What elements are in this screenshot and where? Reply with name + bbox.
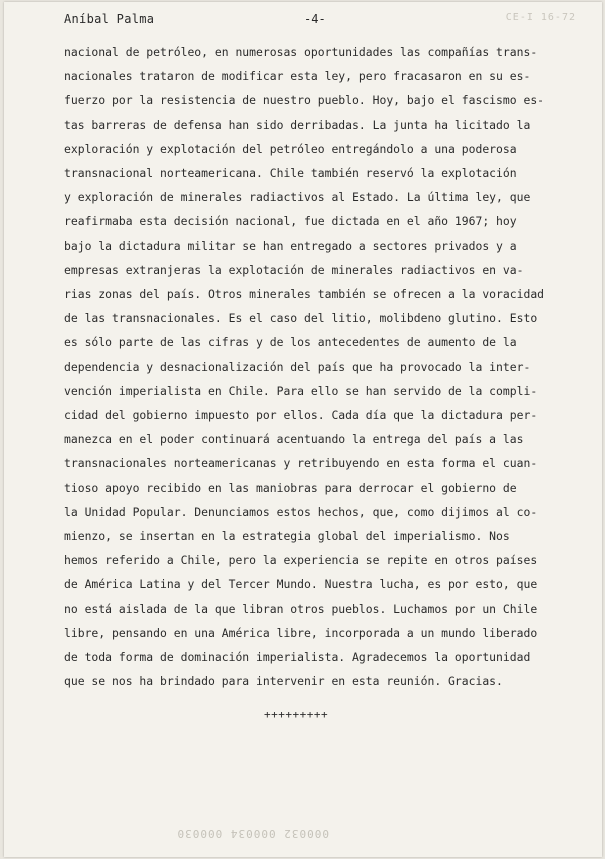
text-line: nacional de petróleo, en numerosas oportunidades las compañías trans- [64, 45, 538, 59]
text-line: tioso apoyo recibido en las maniobras para derrocar el gobierno de [64, 480, 517, 495]
text-line: empresas extranjeras la explotación de minerales radiactivos en va- [64, 262, 524, 277]
text-line: y exploración de minerales radiactivos al Estado. La última ley, que [64, 190, 531, 205]
text-line: es sólo parte de las cifras y de los antecedentes de aumento de la [64, 335, 517, 350]
page-header [64, 12, 582, 32]
text-line: que se nos ha brindado para intervenir en esta reunión. Gracias. [64, 674, 503, 689]
page-number: -4- [304, 12, 326, 26]
text-line: libre, pensando en una América libre, incorporada a un mundo liberado [64, 625, 538, 640]
text-line: dependencia y desnacionalización del país que ha provocado la inter- [64, 359, 531, 374]
text-line: bajo la dictadura militar se han entregado a sectores privados y a [64, 238, 517, 253]
end-divider: +++++++++ [264, 708, 329, 721]
text-line: de América Latina y del Tercer Mundo. Nuestra lucha, es por esto, que [64, 577, 538, 592]
text-line: hemos referido a Chile, pero la experiencia se repite en otros países [64, 553, 538, 568]
text-line: de toda forma de dominación imperialista. Agradecemos la oportunidad [64, 650, 531, 665]
document-page [4, 2, 602, 857]
body-text [64, 40, 564, 693]
archive-stamp-top: CE-I 16-72 [505, 12, 576, 23]
text-line: manezca en el poder continuará acentuando la entrega del país a las [64, 432, 524, 447]
archive-stamp-bottom: 000032 000034 000030 [176, 827, 329, 840]
text-line: reafirmaba esta decisión nacional, fue dictada en el año 1967; hoy [64, 214, 517, 229]
text-line: tas barreras de defensa han sido derribadas. La junta ha licitado la [64, 117, 531, 132]
text-line: fuerzo por la resistencia de nuestro pueblo. Hoy, bajo el fascismo es- [64, 93, 545, 108]
text-line: transnacional norteamericana. Chile también reservó la explotación [64, 166, 517, 181]
text-line: cidad del gobierno impuesto por ellos. Cada día que la dictadura per- [64, 408, 538, 423]
text-line: nacionales trataron de modificar esta ley, pero fracasaron en su es- [64, 69, 531, 84]
text-line: no está aislada de la que libran otros pueblos. Luchamos por un Chile [64, 601, 538, 616]
author-name: Aníbal Palma [64, 12, 155, 26]
text-line: vención imperialista en Chile. Para ello se han servido de la compli- [64, 383, 538, 398]
text-line: mienzo, se insertan en la estrategia global del imperialismo. Nos [64, 529, 510, 544]
text-line: rias zonas del país. Otros minerales también se ofrecen a la voracidad [64, 287, 545, 302]
text-line: exploración y explotación del petróleo entregándolo a una poderosa [64, 141, 517, 156]
text-line: la Unidad Popular. Denunciamos estos hechos, que, como dijimos al co- [64, 504, 538, 519]
text-line: de las transnacionales. Es el caso del litio, molibdeno glutino. Esto [64, 311, 538, 326]
text-line: transnacionales norteamericanas y retribuyendo en esta forma el cuan- [64, 456, 538, 471]
